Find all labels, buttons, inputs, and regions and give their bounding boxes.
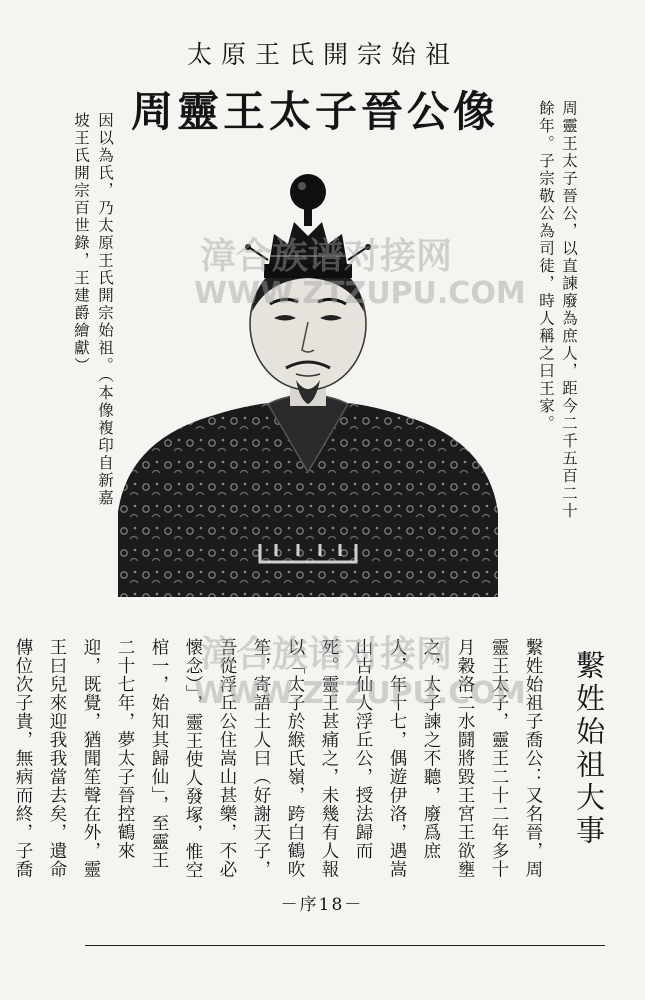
section-title: 繫姓始祖大事 [572,650,606,848]
watermark-text: 漳合族谱对接网 [200,236,453,277]
page-title: 周靈王太子晉公像 [130,87,499,136]
subtitle: 太原王氏開宗始祖 [186,40,459,69]
caption-left: 因以為氏，乃太原王氏開宗始祖。（本像複印自新嘉坡王氏開宗百世錄，王建爵繪獻） [72,112,114,507]
watermark-url: WWW.ZTZUPU.COM [194,276,526,311]
watermark-url: WWW.ZTZUPU.COM [194,676,526,711]
caption-right: 周靈王太子晉公，以直諫廢為庶人，距今二千五百二十餘年。子宗敬公為司徒，時人稱之曰王家。 [537,100,578,520]
watermark-text: 漳合族谱对接网 [200,634,453,675]
bottom-rule [85,945,605,946]
section-body: 繫姓始祖子喬公：又名晉，周靈王太子，靈王二十二年多十月穀洛二水鬪將毀王宮王欲壅之，太子諫之不聽，廢爲庶人，年十七，偶遊伊洛，遇嵩山古仙人浮丘公，授法歸而死。靈王甚痛之，未幾有人報以「太子於緱氏嶺，跨白鶴吹笙，寄語土人曰（好謝天子，吾從浮丘公住嵩山甚樂，不必懷念）」，靈王使人發塚，惟空棺一，始知其歸仙」，至靈王二十七年，夢太子晉控鶴來迎，既覺，猶聞笙聲在外，靈王曰兒來迎我我當去矣，遺命傳位次子貴，無病而終，子喬 [13,638,543,880]
page-number: －序18－ [280,895,364,915]
